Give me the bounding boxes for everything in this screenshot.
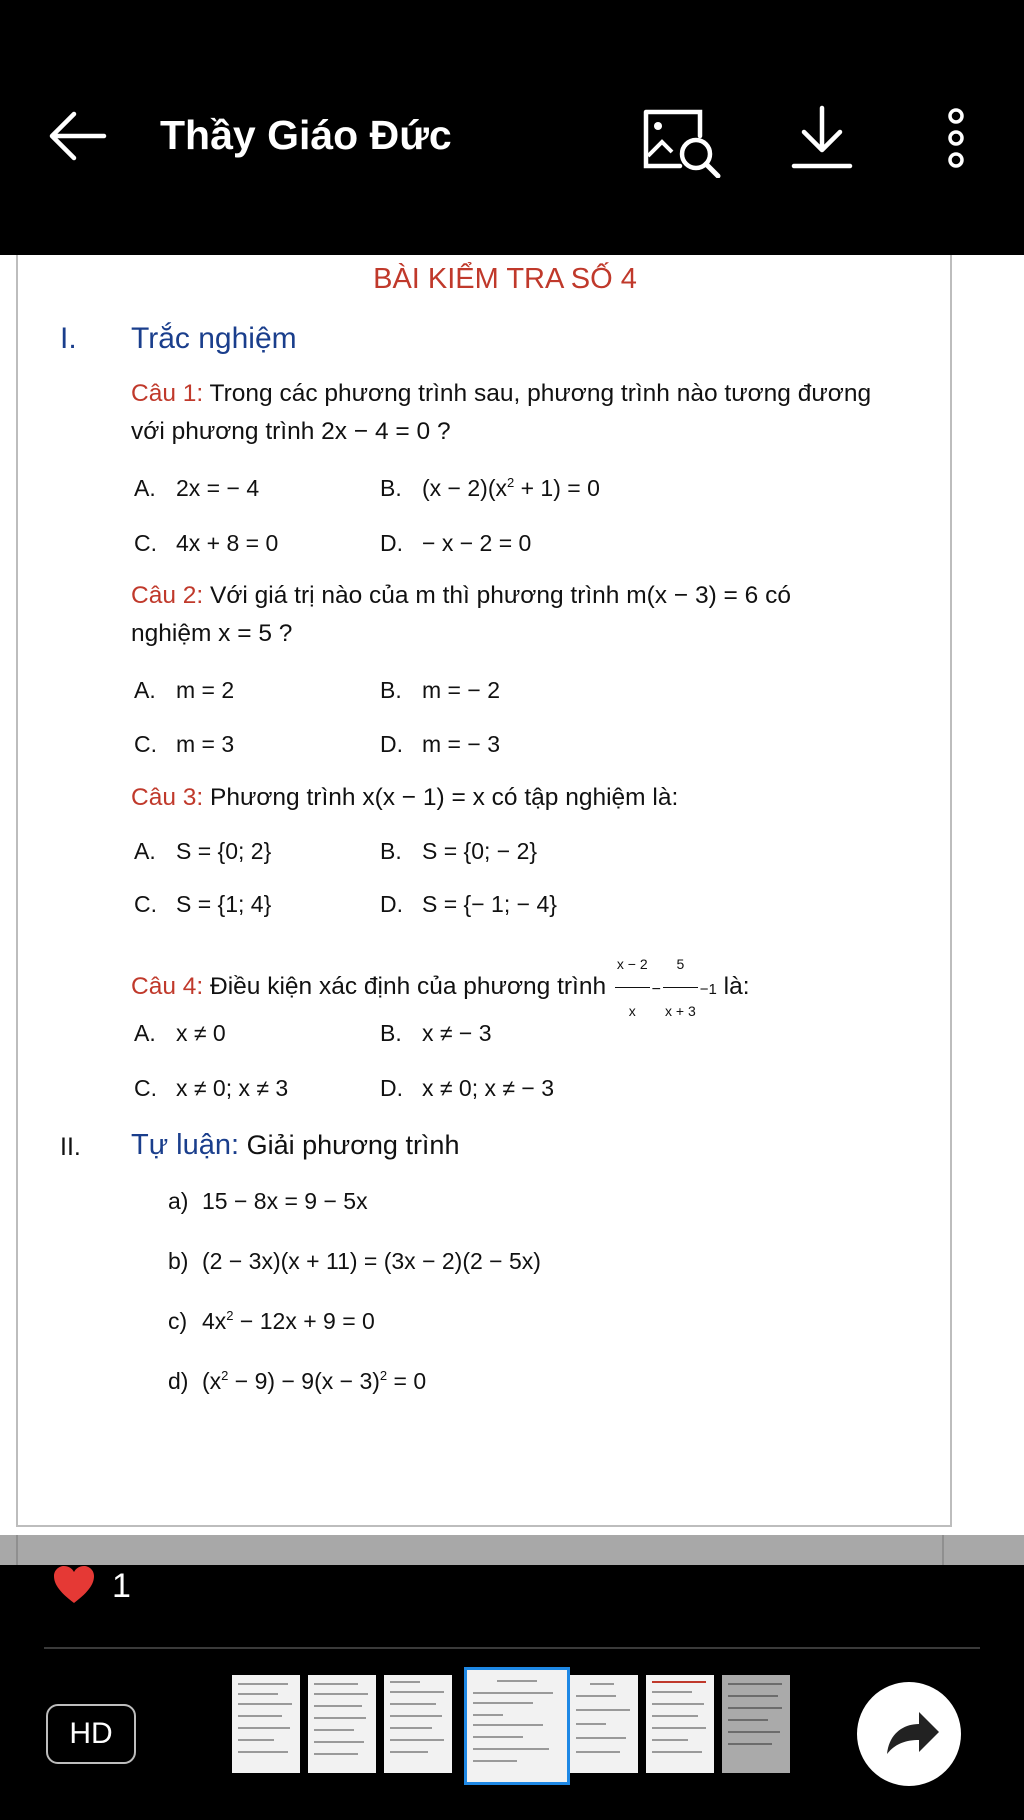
question-text: Phương trình x(x − 1) = x có tập nghiệm là: (203, 784, 679, 811)
section-title (131, 1129, 459, 1162)
exercise-text: (2 − 3x)(x + 11) = (3x − 2)(2 − 5x) (202, 1248, 541, 1274)
option-d (380, 1075, 554, 1102)
fraction (663, 941, 698, 1034)
thumbnail[interactable] (308, 1675, 376, 1773)
exercise-text: = 0 (387, 1368, 427, 1394)
fraction (615, 941, 650, 1034)
option-letter: B. (380, 475, 402, 501)
bottom-bar (0, 1565, 1024, 1820)
option-text: + 1) = 0 (514, 475, 600, 501)
page-title: Thầy Giáo Đức (160, 112, 452, 158)
option-letter: D. (380, 891, 403, 917)
exercise-b (168, 1248, 541, 1275)
option-text: x ≠ 0; x ≠ 3 (176, 1075, 289, 1101)
share-arrow-icon (857, 1682, 961, 1786)
thumbnail[interactable] (646, 1675, 714, 1773)
question-1 (131, 375, 941, 451)
option-text: − x − 2 = 0 (422, 530, 532, 556)
thumbnail[interactable] (384, 1675, 452, 1773)
question-text: nghiệm x = 5 ? (131, 620, 293, 647)
hd-quality-button[interactable]: HD (46, 1704, 136, 1764)
option-text: S = {1; 4} (176, 891, 272, 917)
question-text: với phương trình 2x − 4 = 0 ? (131, 418, 451, 445)
exercise-text: − 12x + 9 = 0 (233, 1308, 375, 1334)
question-label: Câu 3: (131, 784, 204, 811)
option-letter: A. (134, 838, 156, 864)
option-c (134, 731, 234, 758)
equation-tail: −1 (699, 980, 717, 998)
option-text: S = {− 1; − 4} (422, 891, 557, 917)
option-text: m = − 3 (422, 731, 500, 757)
section-subtitle: Giải phương trình (239, 1130, 460, 1160)
option-d (380, 731, 500, 758)
option-letter: C. (134, 731, 157, 757)
page-border (16, 255, 18, 1527)
share-button[interactable] (857, 1682, 961, 1786)
minus-sign: − (651, 980, 662, 998)
exercise-text: − 9) − 9(x − 3) (228, 1368, 380, 1394)
exercise-letter: c) (168, 1308, 188, 1334)
option-letter: C. (134, 530, 157, 556)
more-vert-icon[interactable] (938, 104, 974, 174)
exponent: 2 (379, 1368, 388, 1383)
divider (44, 1647, 980, 1649)
section-title: Trắc nghiệm (131, 322, 297, 355)
option-d (380, 530, 531, 557)
option-b: B. $(x - 2)(x^2 + 1) = 0$ (380, 475, 600, 501)
exercise-text: (x (202, 1368, 222, 1394)
option-b (380, 677, 500, 704)
option-text: x ≠ − 3 (422, 1020, 492, 1046)
question-text: Trong các phương trình sau, phương trình nào tương đương (203, 380, 872, 407)
question-text: Với giá trị nào của m thì phương trình m(x − 3) = 6 có (203, 582, 791, 609)
fraction-denominator: x + 3 (663, 987, 698, 1034)
option-text: m = 3 (176, 731, 235, 757)
option-text: 2x = − 4 (176, 475, 260, 501)
page-border (950, 255, 952, 1527)
question-2 (131, 577, 941, 653)
app-bar (0, 0, 1024, 255)
exponent: 2 (221, 1368, 229, 1383)
option-text: x ≠ 0; x ≠ − 3 (422, 1075, 554, 1101)
exercise-d (168, 1368, 426, 1395)
option-letter: C. (134, 1075, 157, 1101)
option-letter: A. (134, 677, 156, 703)
option-letter: D. (380, 1075, 403, 1101)
thumbnail[interactable] (570, 1675, 638, 1773)
option-letter: B. (380, 1020, 402, 1046)
question-4 (131, 941, 941, 1034)
option-text: m = 2 (176, 677, 235, 703)
question-text: là: (716, 972, 750, 1000)
option-letter: D. (380, 731, 403, 757)
question-label: Câu 4: (131, 972, 204, 1000)
option-a (134, 677, 234, 704)
exercise-letter: b) (168, 1248, 189, 1274)
section-number: II. (60, 1133, 81, 1161)
like-count: 1 (112, 1567, 131, 1605)
thumbnail[interactable] (722, 1675, 790, 1773)
fraction-numerator: x − 2 (616, 956, 648, 972)
option-a (134, 1020, 226, 1047)
document-image[interactable] (0, 255, 1024, 1565)
option-text: m = − 2 (422, 677, 500, 703)
option-b (380, 838, 537, 865)
document-title: BÀI KIỂM TRA SỐ 4 (373, 263, 637, 295)
question-3 (131, 779, 941, 817)
image-search-icon[interactable] (640, 106, 724, 178)
option-text: (x − 2)(x (422, 475, 507, 501)
option-letter: C. (134, 891, 157, 917)
fraction-numerator: 5 (676, 956, 685, 972)
option-text: S = {0; − 2} (422, 838, 538, 864)
option-text: 4x + 8 = 0 (176, 530, 279, 556)
option-c (134, 530, 278, 557)
thumbnail-strip[interactable] (150, 1667, 800, 1807)
option-letter: B. (380, 677, 402, 703)
option-d (380, 891, 557, 918)
option-c (134, 1075, 288, 1102)
option-a (134, 475, 259, 502)
exercise-text: 15 − 8x = 9 − 5x (202, 1188, 368, 1214)
option-c (134, 891, 271, 918)
fraction-denominator: x (615, 987, 650, 1034)
option-a (134, 838, 271, 865)
page-border (16, 1525, 952, 1527)
option-b (380, 1020, 492, 1047)
option-letter: D. (380, 530, 403, 556)
question-label: Câu 2: (131, 582, 204, 609)
exercise-a (168, 1188, 368, 1215)
exercise-letter: d) (168, 1368, 189, 1394)
download-icon[interactable] (784, 104, 860, 174)
section-number: I. (60, 322, 77, 355)
thumbnail[interactable] (232, 1675, 300, 1773)
thumbnail-selected[interactable] (464, 1667, 570, 1785)
exponent: 2 (226, 1308, 234, 1323)
option-text: x ≠ 0 (176, 1020, 226, 1046)
option-letter: A. (134, 1020, 156, 1046)
option-letter: B. (380, 838, 402, 864)
exercise-text: 4x (202, 1308, 227, 1334)
question-text: Điều kiện xác định của phương trình (203, 972, 613, 1000)
heart-icon[interactable] (52, 1565, 96, 1605)
option-text: S = {0; 2} (176, 838, 272, 864)
back-arrow-icon[interactable] (46, 108, 110, 164)
option-letter: A. (134, 475, 156, 501)
exercise-c (168, 1308, 375, 1335)
section-heading: Tự luận: (131, 1129, 240, 1161)
question-label: Câu 1: (131, 380, 204, 407)
page-gap (0, 1535, 1024, 1565)
exercise-letter: a) (168, 1188, 189, 1214)
